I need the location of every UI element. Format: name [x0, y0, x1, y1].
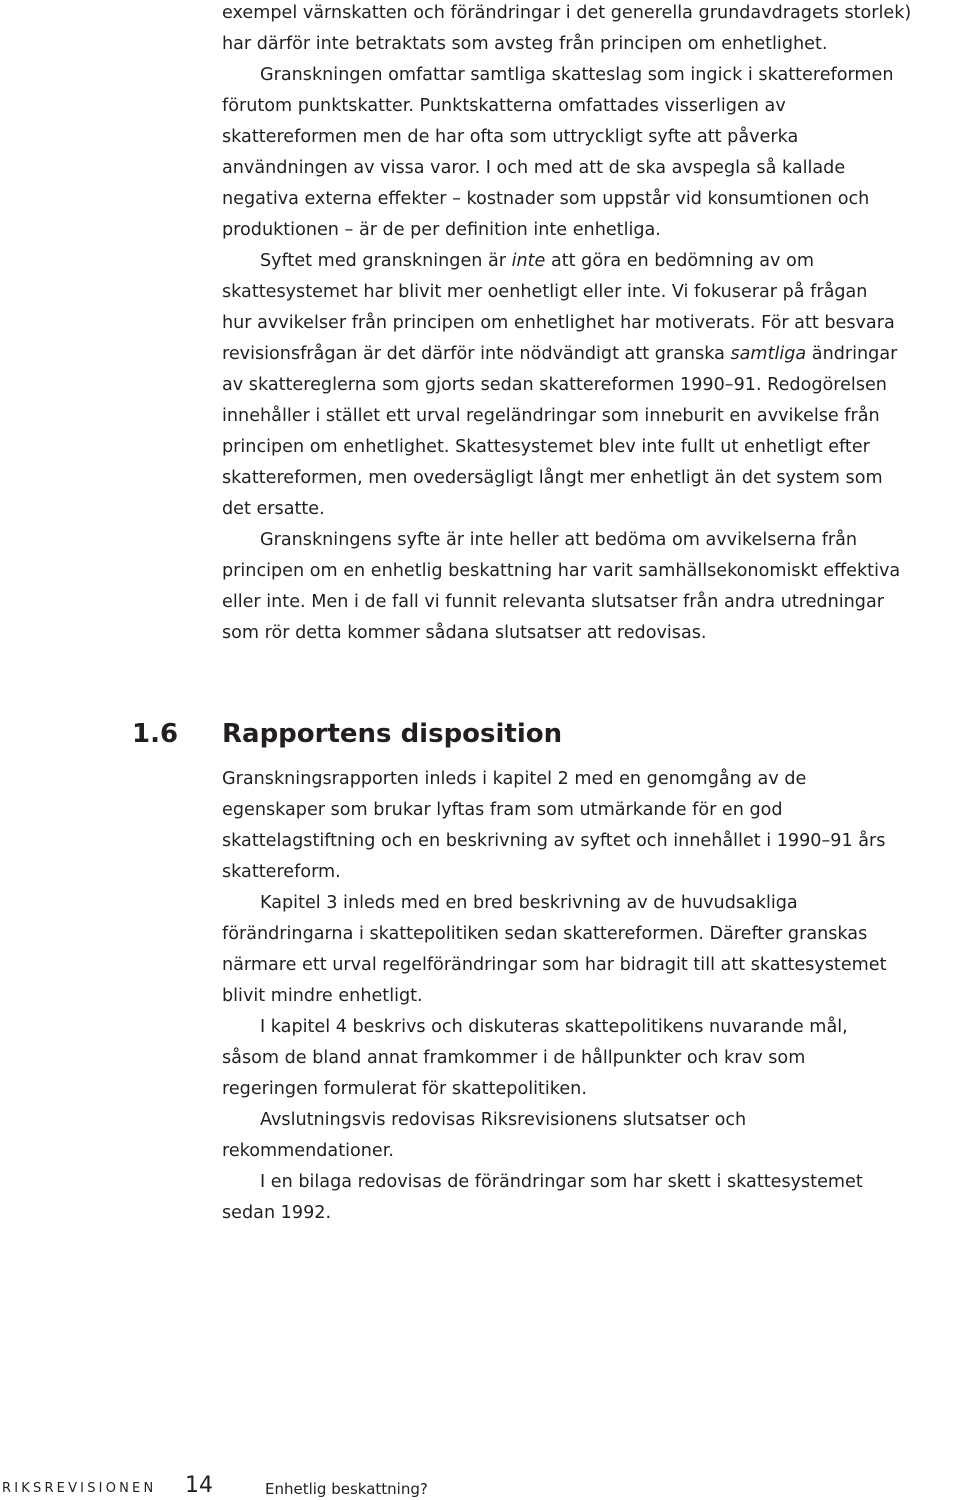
text-line: skattereformen, men ovedersägligt långt mer enhetligt än det system som: [222, 468, 883, 488]
text-line: egenskaper som brukar lyftas fram som utmärkande för en god: [222, 800, 783, 820]
text-line: [222, 339, 952, 370]
text-line: negativa externa effekter – kostnader som uppstår vid konsumtionen och: [222, 189, 870, 209]
text-line: av skattereglerna som gjorts sedan skattereformen 1990–91. Redogörelsen: [222, 375, 887, 395]
text-line: förändringarna i skattepolitiken sedan skattereformen. Därefter granskas: [222, 924, 868, 944]
text-line: eller inte. Men i de fall vi funnit relevanta slutsatser från andra utredningar: [222, 592, 884, 612]
text-line: hur avvikelser från principen om enhetlighet har motiverats. För att besvara: [222, 313, 895, 333]
text-line: I en bilaga redovisas de förändringar som har skett i skattesystemet: [260, 1172, 863, 1192]
text-line: principen om enhetlighet. Skattesystemet blev inte fullt ut enhetligt efter: [222, 437, 870, 457]
body-text-bottom: [222, 764, 952, 1229]
text-line: skattesystemet har blivit mer oenhetligt eller inte. Vi fokuserar på frågan: [222, 282, 868, 302]
text-line: principen om en enhetlig beskattning har varit samhällsekonomiskt effektiva: [222, 561, 901, 581]
text-line: regeringen formulerat för skattepolitiken.: [222, 1079, 587, 1099]
page-footer: [0, 1470, 960, 1500]
text-line: Avslutningsvis redovisas Riksrevisionens slutsatser och: [260, 1110, 747, 1130]
text-line: såsom de bland annat framkommer i de hållpunkter och krav som: [222, 1048, 806, 1068]
footer-brand: RIKSREVISIONEN: [2, 1481, 157, 1496]
text-line: exempel värnskatten och förändringar i det generella grundavdragets storlek): [222, 3, 912, 23]
text-line: Granskningens syfte är inte heller att bedöma om avvikelserna från: [260, 530, 858, 550]
text-line: innehåller i stället ett urval regeländringar som inneburit en avvikelse från: [222, 406, 880, 426]
section-title: Rapportens disposition: [222, 719, 563, 749]
footer-document-title: Enhetlig beskattning?: [265, 1480, 428, 1498]
text-line: skattereform.: [222, 862, 341, 882]
text-line: det ersatte.: [222, 499, 325, 519]
emphasis-text: inte: [511, 251, 546, 271]
footer-page-number: 14: [185, 1473, 213, 1498]
text-line: blivit mindre enhetligt.: [222, 986, 423, 1006]
text-line: [222, 246, 952, 277]
text-segment: att göra en bedömning av om: [545, 251, 814, 271]
text-line: I kapitel 4 beskrivs och diskuteras skattepolitikens nuvarande mål,: [260, 1017, 848, 1037]
text-line: Kapitel 3 inleds med en bred beskrivning av de huvudsakliga: [260, 893, 798, 913]
text-line: produktionen – är de per definition inte enhetliga.: [222, 220, 661, 240]
text-segment: revisionsfrågan är det därför inte nödvändigt att granska: [222, 344, 731, 364]
text-line: som rör detta kommer sådana slutsatser att redovisas.: [222, 623, 707, 643]
text-line: Granskningsrapporten inleds i kapitel 2 med en genomgång av de: [222, 769, 807, 789]
text-line: användningen av vissa varor. I och med att de ska avspegla så kallade: [222, 158, 846, 178]
text-line: skattereformen men de har ofta som uttryckligt syfte att påverka: [222, 127, 799, 147]
text-line: har därför inte betraktats som avsteg från principen om enhetlighet.: [222, 34, 828, 54]
emphasis-text: samtliga: [730, 344, 807, 364]
text-line: skattelagstiftning och en beskrivning av syftet och innehållet i 1990–91 års: [222, 831, 886, 851]
text-line: sedan 1992.: [222, 1203, 332, 1223]
text-segment: ändringar: [806, 344, 898, 364]
text-segment: Syftet med granskningen är: [260, 251, 512, 271]
section-number: 1.6: [132, 719, 179, 749]
text-line: förutom punktskatter. Punktskatterna omfattades visserligen av: [222, 96, 786, 116]
body-text-top: [222, 0, 952, 649]
text-line: Granskningen omfattar samtliga skatteslag som ingick i skattereformen: [260, 65, 894, 85]
text-line: rekommendationer.: [222, 1141, 394, 1161]
text-line: närmare ett urval regelförändringar som har bidragit till att skattesystemet: [222, 955, 887, 975]
